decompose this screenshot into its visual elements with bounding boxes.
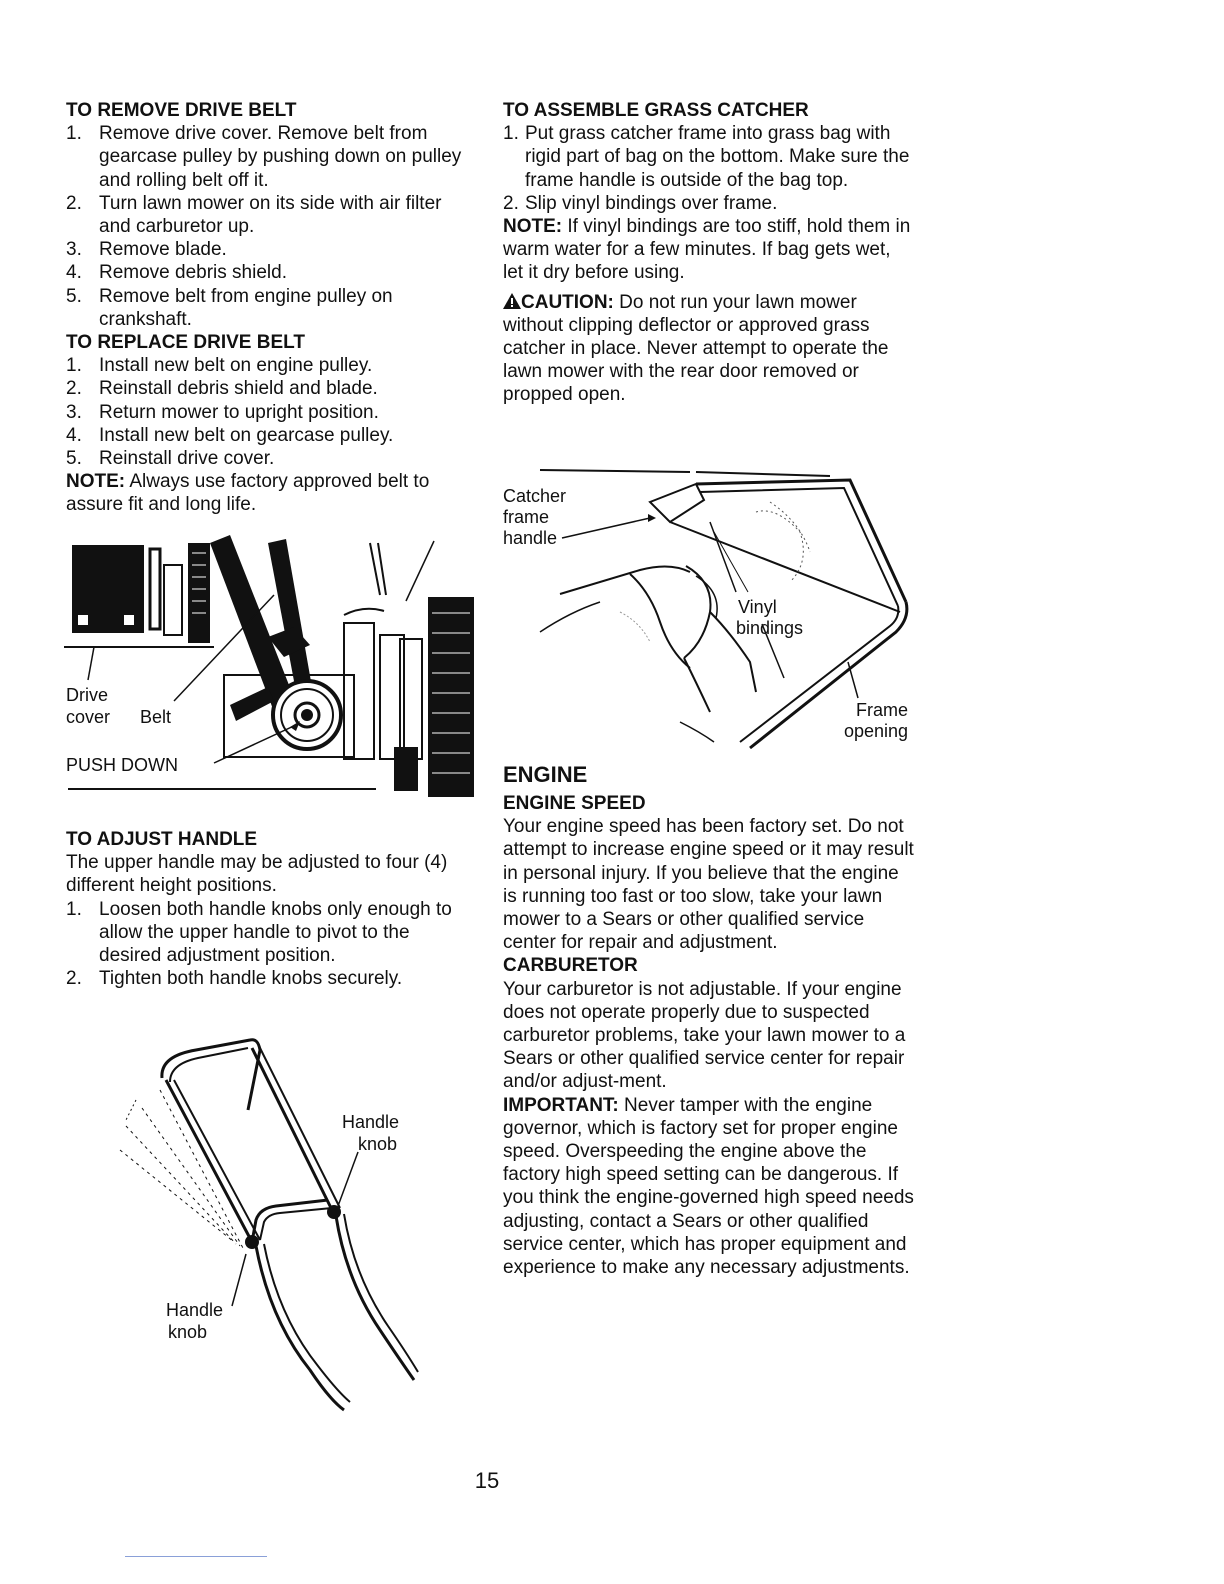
label-catcher-frame: frame — [503, 507, 550, 527]
grass-catcher-note: NOTE: If vinyl bindings are too stiff, hold them in warm water for a few minutes. If bag gets wet, let it dry before using. — [503, 216, 911, 284]
handle-illustration — [100, 1030, 440, 1420]
list-item: 2. Tighten both handle knobs securely. — [66, 968, 403, 990]
page-number: 15 — [474, 1468, 500, 1493]
label-cover: cover — [66, 707, 111, 727]
list-item: 3. Return mower to upright position. — [66, 401, 379, 423]
engine-speed-text: Your engine speed has been factory set. Do not attempt to increase engine speed or it may result in personal injury. If you believe that the engine is running too fast or too slow, take your lawn mower to a Sears or other qualified service center for repair and adjustment. — [503, 816, 914, 954]
list-item: 2. Slip vinyl bindings over frame. — [503, 192, 778, 214]
label-catcher: Catcher — [503, 486, 567, 506]
list-item: 5. Reinstall drive cover. — [66, 448, 275, 470]
label-opening: opening — [844, 721, 909, 741]
label-catcher-handle: handle — [503, 528, 558, 548]
list-item: 1. Put grass catcher frame into grass bag with rigid part of bag on the bottom. Make sure the frame handle is outside of the bag top. — [503, 123, 910, 191]
label-lower-knob: knob — [168, 1322, 208, 1342]
label-upper-knob: knob — [358, 1134, 398, 1154]
bottom-rule — [125, 1556, 267, 1557]
handle-figure — [100, 1030, 440, 1420]
grass-catcher-steps — [503, 122, 915, 215]
replace-drive-belt-heading: TO REPLACE DRIVE BELT — [66, 332, 305, 354]
adjust-handle-section — [66, 828, 466, 990]
right-column — [503, 99, 915, 407]
adjust-handle-intro: The upper handle may be adjusted to four (4) different height positions. — [66, 852, 448, 897]
engine-speed-heading: ENGINE SPEED — [503, 793, 646, 814]
label-frame: Frame — [856, 700, 909, 720]
label-bindings: bindings — [736, 618, 804, 638]
list-item: 4. Install new belt on gearcase pulley. — [66, 424, 394, 446]
label-lower-handle: Handle — [166, 1300, 224, 1320]
list-item: 1. Install new belt on engine pulley. — [66, 355, 373, 377]
list-item: 2. Reinstall debris shield and blade. — [66, 378, 378, 400]
caution-paragraph: CAUTION: Do not run your lawn mower without clipping deflector or approved grass catcher in place. Never attempt to operate the lawn mower with the rear door removed or propped open. — [503, 291, 889, 406]
important-paragraph: IMPORTANT: Never tamper with the engine governor, which is factory set for proper engine speed. Overspeeding the engine above the factory high speed setting can be dangerous. If you think the engine-governed high speed needs adjusting, contact a Sears or other qualified service center, which has proper equipment and experience to make any necessary adjustments. — [503, 1094, 914, 1279]
replace-drive-belt-steps — [66, 354, 466, 470]
drive-belt-figure — [64, 535, 476, 800]
list-item: 5. Remove belt from engine pulley on crankshaft. — [66, 285, 393, 330]
remove-drive-belt-steps — [66, 122, 466, 331]
list-item: 3. Remove blade. — [66, 239, 227, 261]
list-item: 2. Turn lawn mower on its side with air filter and carburetor up. — [66, 192, 442, 238]
engine-heading: ENGINE — [503, 762, 588, 787]
list-item: 1. Remove drive cover. Remove belt from gearcase pulley by pushing down on pulley and rolling belt off it. — [66, 123, 462, 191]
adjust-handle-steps — [66, 898, 466, 991]
adjust-handle-heading: TO ADJUST HANDLE — [66, 829, 258, 850]
left-column — [66, 99, 466, 517]
warning-icon — [503, 293, 521, 309]
list-item: 4. Remove debris shield. — [66, 262, 287, 284]
label-push-down: PUSH DOWN — [66, 755, 178, 775]
label-drive: Drive — [66, 685, 109, 705]
carburetor-heading: CARBURETOR — [503, 955, 638, 977]
label-belt: Belt — [140, 707, 172, 727]
engine-section — [503, 762, 915, 1279]
carburetor-text: Your carburetor is not adjustable. If your engine does not operate properly due to suspected carburetor problems, take your lawn mower to a Sears or other qualified service center for repair and/or adjust-ment. — [503, 978, 906, 1093]
label-upper-handle: Handle — [342, 1112, 400, 1132]
grass-catcher-figure — [500, 462, 920, 752]
remove-drive-belt-heading: TO REMOVE DRIVE BELT — [66, 100, 297, 121]
list-item: 1. Loosen both handle knobs only enough to allow the upper handle to pivot to the desired adjustment position. — [66, 898, 452, 967]
label-vinyl: Vinyl — [738, 597, 777, 617]
replace-belt-note: NOTE: Always use factory approved belt to assure fit and long life. — [66, 471, 430, 516]
grass-catcher-heading: TO ASSEMBLE GRASS CATCHER — [503, 100, 809, 121]
